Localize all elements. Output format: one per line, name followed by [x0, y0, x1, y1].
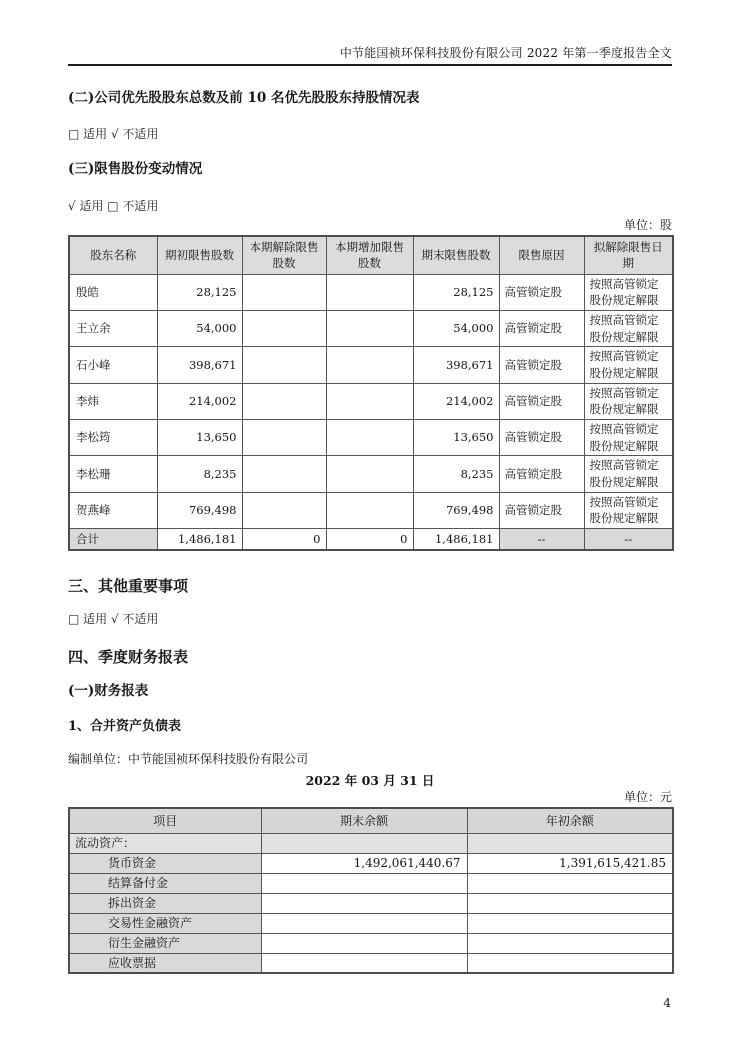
col-header-end-restricted: 期末限售股数	[413, 236, 499, 274]
ending-balance-cell	[261, 893, 467, 913]
restricted-table-header-row	[69, 236, 673, 274]
col-header-item: 项目	[69, 808, 261, 833]
total-date-cell: --	[584, 528, 673, 550]
reason-cell: 高管锁定股	[499, 383, 584, 419]
release-date-cell: 按照高管锁定股份规定解限	[584, 456, 673, 492]
col-header-shareholder-name: 股东名称	[69, 236, 157, 274]
reason-cell: 高管锁定股	[499, 419, 584, 455]
section-title-financial-statements: 四、季度财务报表	[68, 648, 189, 667]
total-released-cell: 0	[242, 528, 326, 550]
beginning-balance-cell: 1,391,615,421.85	[467, 853, 673, 873]
release-date-cell: 按照高管锁定股份规定解限	[584, 419, 673, 455]
table-row	[69, 833, 673, 853]
table-row	[69, 383, 673, 419]
reason-cell: 高管锁定股	[499, 456, 584, 492]
balance-sheet-header-row	[69, 808, 673, 833]
section-title-restricted-shares: (三)限售股份变动情况	[68, 161, 203, 177]
table-row	[69, 893, 673, 913]
shareholder-name-cell: 李松珊	[69, 456, 157, 492]
item-name-cell: 交易性金融资产	[69, 913, 261, 933]
end-shares-cell: 214,002	[413, 383, 499, 419]
header-rule	[68, 64, 672, 66]
total-reason-cell: --	[499, 528, 584, 550]
document-header	[68, 0, 672, 66]
col-header-reason: 限售原因	[499, 236, 584, 274]
ending-balance-cell	[261, 873, 467, 893]
table-row	[69, 933, 673, 953]
added-shares-cell	[326, 383, 413, 419]
col-header-ending-balance: 期末余额	[261, 808, 467, 833]
added-shares-cell	[326, 456, 413, 492]
shareholder-name-cell: 李松筠	[69, 419, 157, 455]
added-shares-cell	[326, 310, 413, 346]
ending-balance-cell	[261, 833, 467, 853]
begin-shares-cell: 28,125	[157, 274, 242, 310]
table-row	[69, 310, 673, 346]
table-row	[69, 953, 673, 973]
release-date-cell: 按照高管锁定股份规定解限	[584, 492, 673, 528]
restricted-shares-table	[68, 235, 674, 551]
released-shares-cell	[242, 419, 326, 455]
added-shares-cell	[326, 419, 413, 455]
report-title: 中节能国祯环保科技股份有限公司 2022 年第一季度报告全文	[339, 46, 672, 60]
beginning-balance-cell	[467, 953, 673, 973]
section-title-other-matters: 三、其他重要事项	[68, 577, 189, 596]
table-row	[69, 492, 673, 528]
ending-balance-cell	[261, 933, 467, 953]
col-header-begin-restricted: 期初限售股数	[157, 236, 242, 274]
balance-sheet-table	[68, 807, 674, 974]
reason-cell: 高管锁定股	[499, 274, 584, 310]
reason-cell: 高管锁定股	[499, 347, 584, 383]
end-shares-cell: 28,125	[413, 274, 499, 310]
begin-shares-cell: 54,000	[157, 310, 242, 346]
table-row	[69, 873, 673, 893]
released-shares-cell	[242, 347, 326, 383]
item-name-cell: 结算备付金	[69, 873, 261, 893]
release-date-cell: 按照高管锁定股份规定解限	[584, 310, 673, 346]
reason-cell: 高管锁定股	[499, 492, 584, 528]
table-row	[69, 274, 673, 310]
item-name-cell: 衍生金融资产	[69, 933, 261, 953]
prepared-by-line: 编制单位：中节能国祯环保科技股份有限公司	[68, 752, 309, 767]
shareholder-name-cell: 王立余	[69, 310, 157, 346]
unit-label-yuan: 单位：元	[623, 790, 672, 805]
released-shares-cell	[242, 492, 326, 528]
end-shares-cell: 769,498	[413, 492, 499, 528]
end-shares-cell: 8,235	[413, 456, 499, 492]
ending-balance-cell	[261, 913, 467, 933]
beginning-balance-cell	[467, 893, 673, 913]
begin-shares-cell: 398,671	[157, 347, 242, 383]
end-shares-cell: 54,000	[413, 310, 499, 346]
section-title-preferred-shareholders: (二)公司优先股股东总数及前 10 名优先股股东持股情况表	[68, 90, 420, 106]
table-row	[69, 913, 673, 933]
total-end-cell: 1,486,181	[413, 528, 499, 550]
total-begin-cell: 1,486,181	[157, 528, 242, 550]
beginning-balance-cell	[467, 833, 673, 853]
begin-shares-cell: 214,002	[157, 383, 242, 419]
table-row	[69, 419, 673, 455]
item-name-cell: 流动资产：	[69, 833, 261, 853]
beginning-balance-cell	[467, 933, 673, 953]
release-date-cell: 按照高管锁定股份规定解限	[584, 347, 673, 383]
table-row	[69, 853, 673, 873]
item-name-cell: 应收票据	[69, 953, 261, 973]
end-shares-cell: 398,671	[413, 347, 499, 383]
col-header-released: 本期解除限售股数	[242, 236, 326, 274]
shareholder-name-cell: 李炜	[69, 383, 157, 419]
table-row	[69, 347, 673, 383]
begin-shares-cell: 769,498	[157, 492, 242, 528]
ending-balance-cell: 1,492,061,440.67	[261, 853, 467, 873]
released-shares-cell	[242, 274, 326, 310]
total-label-cell: 合计	[69, 528, 157, 550]
col-header-added: 本期增加限售股数	[326, 236, 413, 274]
balance-sheet-title: 1、合并资产负债表	[68, 719, 182, 735]
released-shares-cell	[242, 456, 326, 492]
table-row	[69, 456, 673, 492]
subsection-title-financial-statements: (一)财务报表	[68, 683, 149, 700]
ending-balance-cell	[261, 953, 467, 973]
unit-label-shares: 单位：股	[623, 218, 672, 232]
applicability-line-preferred: □ 适用 √ 不适用	[68, 127, 159, 141]
applicability-line-other-matters: □ 适用 √ 不适用	[68, 612, 159, 627]
shareholder-name-cell: 殷皓	[69, 274, 157, 310]
release-date-cell: 按照高管锁定股份规定解限	[584, 383, 673, 419]
table-total-row	[69, 528, 673, 550]
reason-cell: 高管锁定股	[499, 310, 584, 346]
begin-shares-cell: 13,650	[157, 419, 242, 455]
item-name-cell: 货币资金	[69, 853, 261, 873]
release-date-cell: 按照高管锁定股份规定解限	[584, 274, 673, 310]
added-shares-cell	[326, 274, 413, 310]
released-shares-cell	[242, 383, 326, 419]
item-name-cell: 拆出资金	[69, 893, 261, 913]
added-shares-cell	[326, 347, 413, 383]
applicability-line-restricted: √ 适用 □ 不适用	[68, 199, 159, 213]
report-date-line: 2022 年 03 月 31 日	[305, 773, 435, 789]
col-header-beginning-balance: 年初余额	[467, 808, 673, 833]
beginning-balance-cell	[467, 913, 673, 933]
shareholder-name-cell: 贺燕峰	[69, 492, 157, 528]
end-shares-cell: 13,650	[413, 419, 499, 455]
added-shares-cell	[326, 492, 413, 528]
begin-shares-cell: 8,235	[157, 456, 242, 492]
shareholder-name-cell: 石小峰	[69, 347, 157, 383]
page-number: 4	[663, 996, 671, 1010]
total-added-cell: 0	[326, 528, 413, 550]
released-shares-cell	[242, 310, 326, 346]
beginning-balance-cell	[467, 873, 673, 893]
col-header-release-date: 拟解除限售日期	[584, 236, 673, 274]
